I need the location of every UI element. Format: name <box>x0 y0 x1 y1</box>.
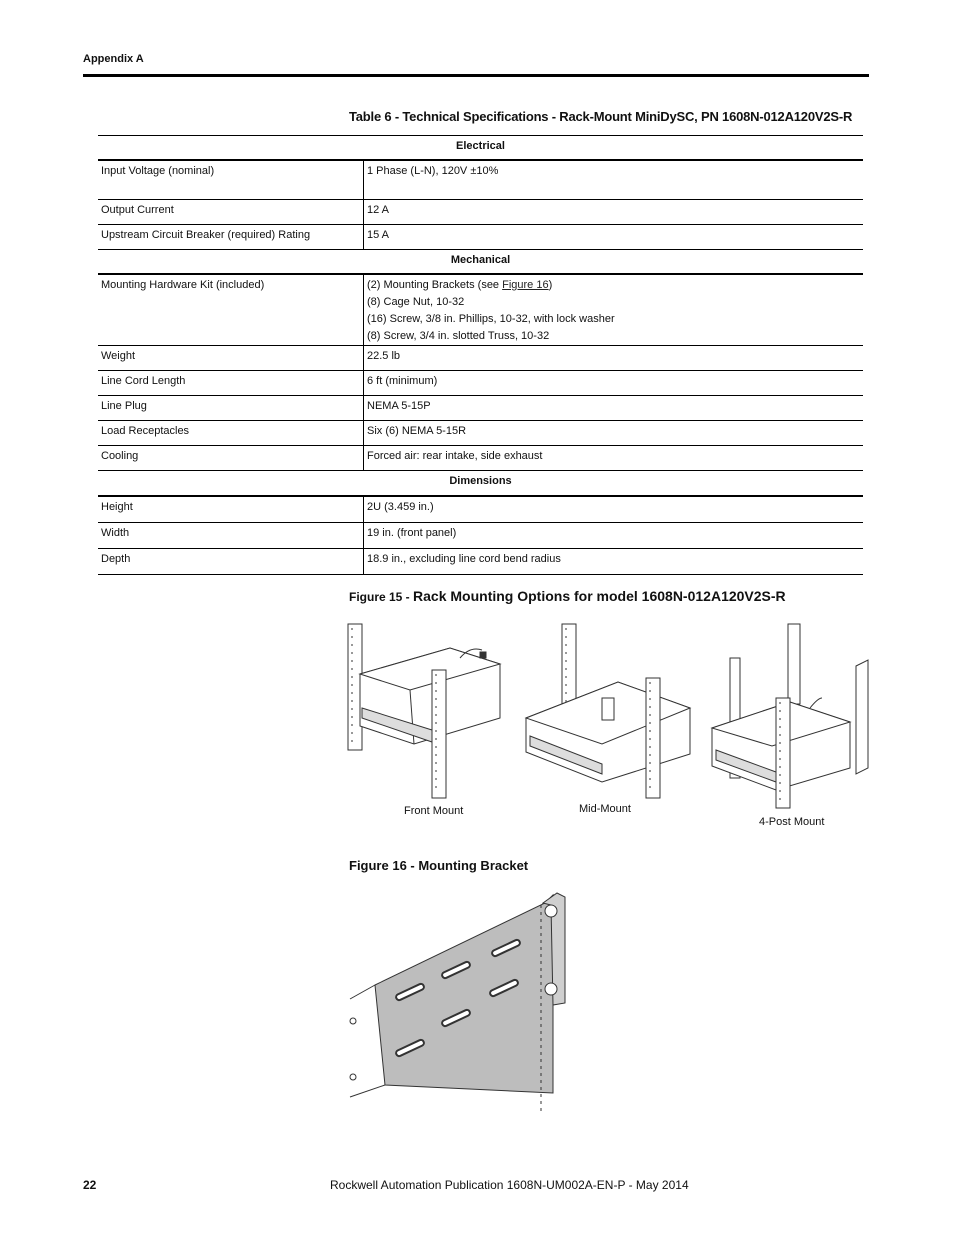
section-row-electrical <box>98 136 863 161</box>
table-row <box>98 225 863 250</box>
table-row <box>98 496 863 523</box>
spec-value: 2U (3.459 in.) <box>364 496 864 523</box>
table-row <box>98 523 863 549</box>
header-divider <box>83 74 869 77</box>
four-post-mount-label: 4-Post Mount <box>759 816 825 828</box>
spec-value: 22.5 lb <box>364 346 864 371</box>
kit-item: (8) Screw, 3/4 in. slotted Truss, 10-32 <box>367 330 550 342</box>
table-row <box>98 160 863 200</box>
rack-mount-illustration <box>340 618 875 818</box>
table-row <box>98 200 863 225</box>
spec-label: Input Voltage (nominal) <box>98 160 364 200</box>
spec-label: Upstream Circuit Breaker (required) Rating <box>98 225 364 250</box>
section-header: Appendix A <box>83 53 144 65</box>
figure-16-link[interactable]: Figure 16 <box>502 279 549 291</box>
spec-value: 18.9 in., excluding line cord bend radius <box>364 549 864 575</box>
table-row <box>98 421 863 446</box>
kit-item: (16) Screw, 3/8 in. Phillips, 10-32, with lock washer <box>367 313 615 325</box>
spec-value: NEMA 5-15P <box>364 396 864 421</box>
front-mount-label: Front Mount <box>404 805 464 817</box>
spec-value: Forced air: rear intake, side exhaust <box>364 446 864 471</box>
spec-label: Line Cord Length <box>98 371 364 396</box>
spec-label: Height <box>98 496 364 523</box>
table-row <box>98 446 863 471</box>
spec-value: 19 in. (front panel) <box>364 523 864 549</box>
front-mount-drawing <box>348 624 500 798</box>
section-heading: Dimensions <box>98 471 863 497</box>
spec-value: 6 ft (minimum) <box>364 371 864 396</box>
spec-label: Depth <box>98 549 364 575</box>
spec-label: Output Current <box>98 200 364 225</box>
publication-info: Rockwell Automation Publication 1608N-UM002A-EN-P - May 2014 <box>330 1178 689 1192</box>
kit-item: (2) Mounting Brackets (see Figure 16) <box>367 279 553 291</box>
table-title: Table 6 - Technical Specifications - Rack-Mount MiniDySC, PN 1608N-012A120V2S-R <box>349 109 853 124</box>
spec-label: Width <box>98 523 364 549</box>
spec-value: 1 Phase (L-N), 120V ±10% <box>364 160 864 200</box>
spec-value: 15 A <box>364 225 864 250</box>
spec-label: Cooling <box>98 446 364 471</box>
section-row-dimensions <box>98 471 863 497</box>
table-row <box>98 396 863 421</box>
table-row <box>98 346 863 371</box>
page-number: 22 <box>83 1178 97 1192</box>
section-heading: Electrical <box>98 136 863 161</box>
table-row <box>98 549 863 575</box>
kit-item: (8) Cage Nut, 10-32 <box>367 296 465 308</box>
figure-16-caption: Figure 16 - Mounting Bracket <box>349 858 529 873</box>
spec-value <box>364 274 864 346</box>
spec-value: 12 A <box>364 200 864 225</box>
table-row <box>98 371 863 396</box>
section-heading: Mechanical <box>98 250 863 275</box>
spec-label: Weight <box>98 346 364 371</box>
mounting-bracket-illustration <box>345 885 575 1113</box>
spec-label: Mounting Hardware Kit (included) <box>98 274 364 346</box>
mid-mount-label: Mid-Mount <box>579 803 631 815</box>
spec-label: Load Receptacles <box>98 421 364 446</box>
four-post-mount-drawing <box>712 624 868 808</box>
mid-mount-drawing <box>526 624 690 798</box>
spec-label: Line Plug <box>98 396 364 421</box>
figure-15-caption: Figure 15 - Rack Mounting Options for model 1608N-012A120V2S-R <box>349 588 786 604</box>
section-row-mechanical <box>98 250 863 275</box>
table-row <box>98 274 863 346</box>
spec-value: Six (6) NEMA 5-15R <box>364 421 864 446</box>
spec-table <box>98 135 863 575</box>
